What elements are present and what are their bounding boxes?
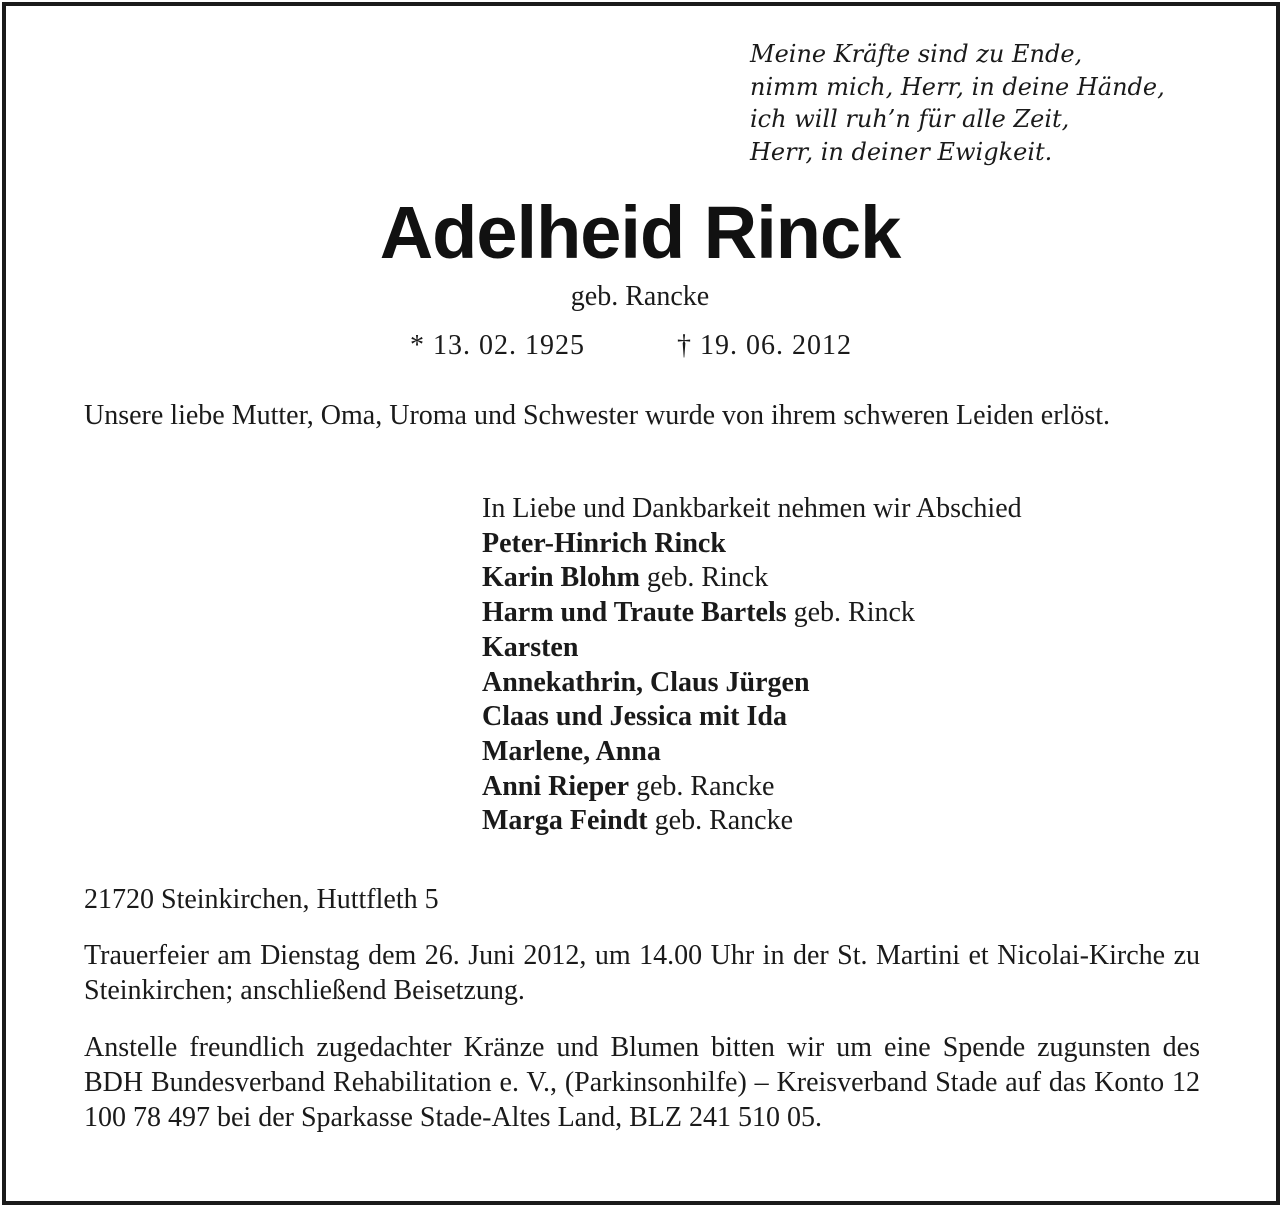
farewell-line: In Liebe und Dankbarkeit nehmen wir Abschied bbox=[482, 493, 1022, 524]
death-date: † 19. 06. 2012 bbox=[677, 330, 852, 361]
mourner-name: Annekathrin, Claus Jürgen bbox=[482, 666, 810, 698]
mourner-name: Peter-Hinrich Rinck bbox=[482, 527, 726, 559]
mourner-entry bbox=[482, 735, 1022, 770]
maiden-name: geb. Rancke bbox=[570, 281, 710, 312]
verse-line: Meine Kräfte sind zu Ende, bbox=[750, 40, 1083, 68]
mourner-suffix: geb. Rinck bbox=[793, 597, 915, 629]
mourner-name: Harm und Traute Bartels bbox=[482, 597, 787, 629]
mourner-entry bbox=[482, 666, 1022, 701]
mourner-suffix: geb. Rancke bbox=[654, 805, 794, 837]
mourner-name: Claas und Jessica mit Ida bbox=[482, 701, 787, 733]
mourner-name: Karin Blohm bbox=[482, 562, 640, 594]
mourner-entry bbox=[482, 561, 1022, 596]
mourner-name: Marga Feindt bbox=[482, 805, 648, 837]
mourner-entry bbox=[482, 596, 1022, 631]
mourner-entry bbox=[482, 700, 1022, 735]
mourner-entry bbox=[482, 804, 1022, 839]
mourner-entry bbox=[482, 770, 1022, 805]
mourner-suffix: geb. Rinck bbox=[646, 562, 769, 594]
birth-date: * 13. 02. 1925 bbox=[410, 330, 585, 361]
address: 21720 Steinkirchen, Huttfleth 5 bbox=[84, 884, 439, 915]
mourner-name: Anni Rieper bbox=[482, 770, 629, 802]
mourners-block bbox=[482, 492, 1022, 839]
verse-line: nimm mich, Herr, in deine Hände, bbox=[750, 72, 1165, 101]
verse-line: Herr, in deiner Ewigkeit. bbox=[750, 137, 1053, 166]
intro-text: Unsere liebe Mutter, Oma, Uroma und Schwester wurde von ihrem schweren Leiden erlöst. bbox=[84, 400, 1111, 431]
mourner-entry bbox=[482, 527, 1022, 562]
verse bbox=[750, 38, 1165, 168]
funeral-service-info: Trauerfeier am Dienstag dem 26. Juni 2012, um 14.00 Uhr in der St. Martini et Nicolai-Kirche zu Steinkirchen; anschließend Beisetzung. bbox=[84, 940, 1200, 1006]
mourner-entry bbox=[482, 631, 1022, 666]
mourner-name: Karsten bbox=[482, 631, 579, 663]
mourner-suffix: geb. Rancke bbox=[636, 770, 775, 802]
mourner-name: Marlene, Anna bbox=[482, 735, 661, 767]
deceased-name: Adelheid Rinck bbox=[379, 191, 901, 274]
donation-request: Anstelle freundlich zugedachter Kränze und Blumen bitten wir um eine Spende zugunsten des BDH Bundesverband Rehabilitation e. V., (Parkinsonhilfe) – Kreisverband Stade auf das Konto 12 100 78 497 bei der Sparkasse Stade-Altes Land, BLZ 241 510 05. bbox=[84, 1032, 1200, 1133]
verse-line: ich will ruh’n für alle Zeit, bbox=[750, 105, 1070, 133]
